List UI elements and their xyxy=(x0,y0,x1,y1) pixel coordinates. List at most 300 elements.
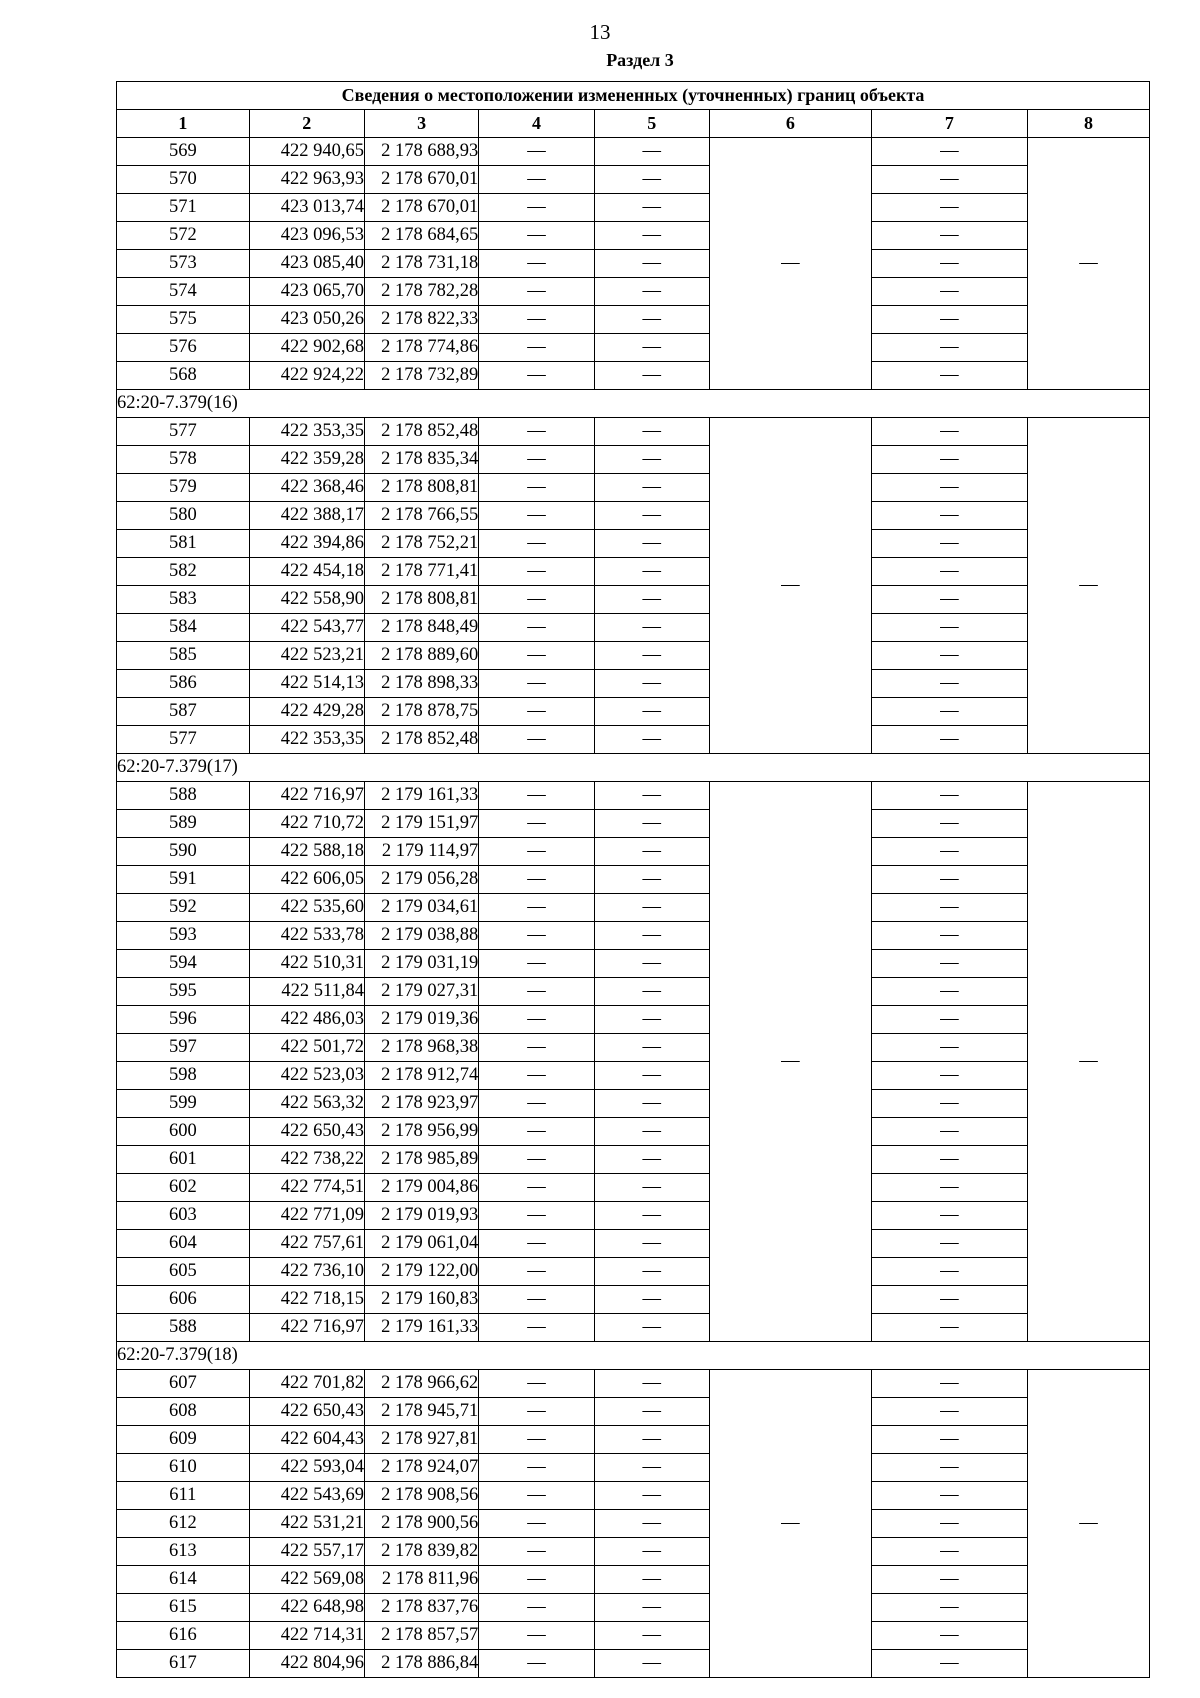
coordinate-x: 422 511,84 xyxy=(249,978,364,1006)
col4-dash: — xyxy=(479,306,594,334)
table-row xyxy=(117,166,1150,194)
point-number: 607 xyxy=(117,1370,250,1398)
coordinate-y: 2 179 004,86 xyxy=(364,1174,478,1202)
coordinate-x: 422 650,43 xyxy=(249,1118,364,1146)
group-label: 62:20-7.379(18) xyxy=(117,1342,1150,1370)
col7-dash: — xyxy=(871,278,1027,306)
col5-dash: — xyxy=(594,474,709,502)
point-number: 576 xyxy=(117,334,250,362)
table-row xyxy=(117,670,1150,698)
table-row xyxy=(117,306,1150,334)
coordinate-y: 2 178 898,33 xyxy=(364,670,478,698)
group-label-row xyxy=(117,754,1150,782)
point-number: 609 xyxy=(117,1426,250,1454)
column-number: 4 xyxy=(479,110,594,138)
table-row xyxy=(117,1286,1150,1314)
col5-dash: — xyxy=(594,866,709,894)
coordinate-x: 422 557,17 xyxy=(249,1538,364,1566)
table-row xyxy=(117,222,1150,250)
table-row xyxy=(117,838,1150,866)
col4-dash: — xyxy=(479,698,594,726)
point-number: 577 xyxy=(117,726,250,754)
coordinate-y: 2 178 923,97 xyxy=(364,1090,478,1118)
point-number: 592 xyxy=(117,894,250,922)
col4-dash: — xyxy=(479,978,594,1006)
col7-dash: — xyxy=(871,922,1027,950)
point-number: 587 xyxy=(117,698,250,726)
coordinate-x: 423 085,40 xyxy=(249,250,364,278)
col4-dash: — xyxy=(479,950,594,978)
coordinate-x: 422 368,46 xyxy=(249,474,364,502)
coordinate-y: 2 179 031,19 xyxy=(364,950,478,978)
table-row xyxy=(117,698,1150,726)
col7-dash: — xyxy=(871,1006,1027,1034)
table-row xyxy=(117,362,1150,390)
col4-dash: — xyxy=(479,418,594,446)
group-label-row xyxy=(117,1342,1150,1370)
col5-dash: — xyxy=(594,418,709,446)
point-number: 602 xyxy=(117,1174,250,1202)
col5-dash: — xyxy=(594,1398,709,1426)
col5-dash: — xyxy=(594,1118,709,1146)
col5-dash: — xyxy=(594,250,709,278)
col5-dash: — xyxy=(594,1286,709,1314)
group-label: 62:20-7.379(16) xyxy=(117,390,1150,418)
col7-dash: — xyxy=(871,782,1027,810)
coordinate-y: 2 178 771,41 xyxy=(364,558,478,586)
point-number: 568 xyxy=(117,362,250,390)
col7-dash: — xyxy=(871,614,1027,642)
col4-dash: — xyxy=(479,1230,594,1258)
coordinate-y: 2 178 886,84 xyxy=(364,1650,478,1678)
point-number: 594 xyxy=(117,950,250,978)
col4-dash: — xyxy=(479,334,594,362)
coordinate-y: 2 178 808,81 xyxy=(364,586,478,614)
point-number: 600 xyxy=(117,1118,250,1146)
coordinate-y: 2 178 889,60 xyxy=(364,642,478,670)
col4-dash: — xyxy=(479,614,594,642)
coordinate-y: 2 178 731,18 xyxy=(364,250,478,278)
col7-dash: — xyxy=(871,166,1027,194)
col7-dash: — xyxy=(871,810,1027,838)
coordinate-y: 2 179 114,97 xyxy=(364,838,478,866)
coordinate-y: 2 178 908,56 xyxy=(364,1482,478,1510)
coordinate-x: 422 963,93 xyxy=(249,166,364,194)
coordinate-x: 422 771,09 xyxy=(249,1202,364,1230)
coordinate-x: 422 388,17 xyxy=(249,502,364,530)
table-row xyxy=(117,1650,1150,1678)
coordinate-x: 423 013,74 xyxy=(249,194,364,222)
table-row xyxy=(117,502,1150,530)
table-row xyxy=(117,810,1150,838)
coordinate-x: 422 714,31 xyxy=(249,1622,364,1650)
col7-dash: — xyxy=(871,1230,1027,1258)
table-row xyxy=(117,418,1150,446)
coordinate-y: 2 179 034,61 xyxy=(364,894,478,922)
table-row xyxy=(117,1202,1150,1230)
coordinate-x: 422 533,78 xyxy=(249,922,364,950)
table-row xyxy=(117,950,1150,978)
table-row xyxy=(117,1090,1150,1118)
coordinate-y: 2 178 956,99 xyxy=(364,1118,478,1146)
table-row xyxy=(117,474,1150,502)
coordinate-y: 2 178 670,01 xyxy=(364,166,478,194)
col7-dash: — xyxy=(871,698,1027,726)
col5-dash: — xyxy=(594,698,709,726)
point-number: 611 xyxy=(117,1482,250,1510)
col7-dash: — xyxy=(871,1398,1027,1426)
coordinate-x: 423 065,70 xyxy=(249,278,364,306)
col4-dash: — xyxy=(479,1398,594,1426)
point-number: 598 xyxy=(117,1062,250,1090)
col8-dash: — xyxy=(1028,1370,1150,1678)
coordinate-x: 422 394,86 xyxy=(249,530,364,558)
coordinate-y: 2 178 782,28 xyxy=(364,278,478,306)
col5-dash: — xyxy=(594,1258,709,1286)
table-row xyxy=(117,1482,1150,1510)
col8-dash: — xyxy=(1028,138,1150,390)
page-number: 13 xyxy=(589,20,611,44)
col7-dash: — xyxy=(871,418,1027,446)
col5-dash: — xyxy=(594,1146,709,1174)
point-number: 575 xyxy=(117,306,250,334)
col7-dash: — xyxy=(871,838,1027,866)
coordinate-y: 2 178 684,65 xyxy=(364,222,478,250)
col7-dash: — xyxy=(871,1650,1027,1678)
table-row xyxy=(117,530,1150,558)
col4-dash: — xyxy=(479,474,594,502)
coordinate-x: 422 543,77 xyxy=(249,614,364,642)
col5-dash: — xyxy=(594,530,709,558)
col5-dash: — xyxy=(594,1006,709,1034)
point-number: 573 xyxy=(117,250,250,278)
coordinate-x: 422 738,22 xyxy=(249,1146,364,1174)
group-label: 62:20-7.379(17) xyxy=(117,754,1150,782)
point-number: 601 xyxy=(117,1146,250,1174)
col5-dash: — xyxy=(594,1650,709,1678)
point-number: 610 xyxy=(117,1454,250,1482)
point-number: 585 xyxy=(117,642,250,670)
col4-dash: — xyxy=(479,642,594,670)
coordinate-y: 2 178 808,81 xyxy=(364,474,478,502)
coordinate-y: 2 179 019,93 xyxy=(364,1202,478,1230)
col5-dash: — xyxy=(594,362,709,390)
col5-dash: — xyxy=(594,1622,709,1650)
col4-dash: — xyxy=(479,1370,594,1398)
col4-dash: — xyxy=(479,1258,594,1286)
coordinate-y: 2 178 852,48 xyxy=(364,726,478,754)
col7-dash: — xyxy=(871,1370,1027,1398)
col8-dash: — xyxy=(1028,418,1150,754)
col5-dash: — xyxy=(594,894,709,922)
col5-dash: — xyxy=(594,1314,709,1342)
col7-dash: — xyxy=(871,642,1027,670)
coordinate-y: 2 179 019,36 xyxy=(364,1006,478,1034)
table-row xyxy=(117,894,1150,922)
col5-dash: — xyxy=(594,194,709,222)
coordinate-y: 2 178 688,93 xyxy=(364,138,478,166)
col5-dash: — xyxy=(594,222,709,250)
col5-dash: — xyxy=(594,1230,709,1258)
col7-dash: — xyxy=(871,362,1027,390)
table-row xyxy=(117,1062,1150,1090)
column-number: 6 xyxy=(709,110,871,138)
table-row xyxy=(117,1454,1150,1482)
coordinate-x: 422 804,96 xyxy=(249,1650,364,1678)
coordinate-x: 422 563,32 xyxy=(249,1090,364,1118)
col7-dash: — xyxy=(871,530,1027,558)
point-number: 612 xyxy=(117,1510,250,1538)
col4-dash: — xyxy=(479,866,594,894)
coordinate-x: 422 543,69 xyxy=(249,1482,364,1510)
coordinate-y: 2 179 160,83 xyxy=(364,1286,478,1314)
col7-dash: — xyxy=(871,1482,1027,1510)
col5-dash: — xyxy=(594,1454,709,1482)
col7-dash: — xyxy=(871,1622,1027,1650)
coordinate-x: 422 588,18 xyxy=(249,838,364,866)
col4-dash: — xyxy=(479,894,594,922)
col4-dash: — xyxy=(479,222,594,250)
coordinate-y: 2 178 839,82 xyxy=(364,1538,478,1566)
col4-dash: — xyxy=(479,1314,594,1342)
col4-dash: — xyxy=(479,166,594,194)
col7-dash: — xyxy=(871,1538,1027,1566)
col7-dash: — xyxy=(871,1202,1027,1230)
col5-dash: — xyxy=(594,1034,709,1062)
column-number: 2 xyxy=(249,110,364,138)
section-title: Раздел 3 xyxy=(606,50,674,70)
col7-dash: — xyxy=(871,1566,1027,1594)
col4-dash: — xyxy=(479,558,594,586)
coordinate-y: 2 179 061,04 xyxy=(364,1230,478,1258)
coordinate-x: 423 096,53 xyxy=(249,222,364,250)
col4-dash: — xyxy=(479,1482,594,1510)
coordinate-y: 2 178 912,74 xyxy=(364,1062,478,1090)
col6-dash: — xyxy=(709,138,871,390)
point-number: 604 xyxy=(117,1230,250,1258)
point-number: 603 xyxy=(117,1202,250,1230)
col7-dash: — xyxy=(871,1034,1027,1062)
point-number: 572 xyxy=(117,222,250,250)
col4-dash: — xyxy=(479,1454,594,1482)
table-caption-row xyxy=(117,82,1150,110)
coordinate-x: 422 940,65 xyxy=(249,138,364,166)
col4-dash: — xyxy=(479,1510,594,1538)
column-number: 5 xyxy=(594,110,709,138)
column-number: 8 xyxy=(1028,110,1150,138)
coordinate-x: 422 535,60 xyxy=(249,894,364,922)
point-number: 596 xyxy=(117,1006,250,1034)
point-number: 590 xyxy=(117,838,250,866)
col5-dash: — xyxy=(594,1062,709,1090)
col7-dash: — xyxy=(871,502,1027,530)
col4-dash: — xyxy=(479,362,594,390)
col7-dash: — xyxy=(871,306,1027,334)
col5-dash: — xyxy=(594,278,709,306)
col6-dash: — xyxy=(709,1370,871,1678)
col4-dash: — xyxy=(479,1006,594,1034)
col4-dash: — xyxy=(479,194,594,222)
col4-dash: — xyxy=(479,1090,594,1118)
col7-dash: — xyxy=(871,670,1027,698)
column-number: 7 xyxy=(871,110,1027,138)
coordinate-x: 422 902,68 xyxy=(249,334,364,362)
coordinate-y: 2 179 027,31 xyxy=(364,978,478,1006)
coordinate-x: 422 558,90 xyxy=(249,586,364,614)
col7-dash: — xyxy=(871,474,1027,502)
point-number: 577 xyxy=(117,418,250,446)
col4-dash: — xyxy=(479,782,594,810)
col4-dash: — xyxy=(479,138,594,166)
table-row xyxy=(117,250,1150,278)
coordinate-x: 422 716,97 xyxy=(249,1314,364,1342)
col7-dash: — xyxy=(871,558,1027,586)
coordinate-y: 2 178 966,62 xyxy=(364,1370,478,1398)
col4-dash: — xyxy=(479,278,594,306)
column-number-row xyxy=(117,110,1150,138)
col4-dash: — xyxy=(479,1426,594,1454)
point-number: 593 xyxy=(117,922,250,950)
point-number: 589 xyxy=(117,810,250,838)
col4-dash: — xyxy=(479,1034,594,1062)
col4-dash: — xyxy=(479,530,594,558)
col7-dash: — xyxy=(871,194,1027,222)
point-number: 599 xyxy=(117,1090,250,1118)
col5-dash: — xyxy=(594,1482,709,1510)
table-row xyxy=(117,1370,1150,1398)
coordinate-y: 2 178 968,38 xyxy=(364,1034,478,1062)
coordinate-y: 2 178 878,75 xyxy=(364,698,478,726)
col5-dash: — xyxy=(594,1202,709,1230)
coordinate-y: 2 178 852,48 xyxy=(364,418,478,446)
coordinate-y: 2 179 161,33 xyxy=(364,782,478,810)
col7-dash: — xyxy=(871,1062,1027,1090)
col5-dash: — xyxy=(594,922,709,950)
table-row xyxy=(117,1118,1150,1146)
table-row xyxy=(117,1594,1150,1622)
point-number: 597 xyxy=(117,1034,250,1062)
coordinate-x: 422 353,35 xyxy=(249,726,364,754)
coordinate-x: 422 650,43 xyxy=(249,1398,364,1426)
coordinate-y: 2 178 822,33 xyxy=(364,306,478,334)
col4-dash: — xyxy=(479,1566,594,1594)
point-number: 579 xyxy=(117,474,250,502)
point-number: 588 xyxy=(117,782,250,810)
coordinate-x: 422 454,18 xyxy=(249,558,364,586)
coordinate-y: 2 178 835,34 xyxy=(364,446,478,474)
col4-dash: — xyxy=(479,670,594,698)
col5-dash: — xyxy=(594,1566,709,1594)
coordinate-y: 2 178 924,07 xyxy=(364,1454,478,1482)
coordinate-x: 422 736,10 xyxy=(249,1258,364,1286)
column-number: 1 xyxy=(117,110,250,138)
point-number: 615 xyxy=(117,1594,250,1622)
col5-dash: — xyxy=(594,502,709,530)
point-number: 578 xyxy=(117,446,250,474)
table-row xyxy=(117,1510,1150,1538)
table-row xyxy=(117,1538,1150,1566)
table-row xyxy=(117,1174,1150,1202)
col4-dash: — xyxy=(479,810,594,838)
table-row xyxy=(117,446,1150,474)
col5-dash: — xyxy=(594,810,709,838)
col5-dash: — xyxy=(594,838,709,866)
table-row xyxy=(117,782,1150,810)
col7-dash: — xyxy=(871,446,1027,474)
coordinate-y: 2 178 732,89 xyxy=(364,362,478,390)
coordinate-y: 2 178 848,49 xyxy=(364,614,478,642)
table-row xyxy=(117,138,1150,166)
col7-dash: — xyxy=(871,1090,1027,1118)
col5-dash: — xyxy=(594,614,709,642)
col7-dash: — xyxy=(871,1146,1027,1174)
col5-dash: — xyxy=(594,1538,709,1566)
col7-dash: — xyxy=(871,1426,1027,1454)
col5-dash: — xyxy=(594,1510,709,1538)
col7-dash: — xyxy=(871,334,1027,362)
table-row xyxy=(117,614,1150,642)
col7-dash: — xyxy=(871,726,1027,754)
col5-dash: — xyxy=(594,978,709,1006)
coordinate-x: 422 924,22 xyxy=(249,362,364,390)
table-row xyxy=(117,194,1150,222)
coordinate-x: 422 569,08 xyxy=(249,1566,364,1594)
coordinate-y: 2 178 927,81 xyxy=(364,1426,478,1454)
table-row xyxy=(117,1146,1150,1174)
col5-dash: — xyxy=(594,642,709,670)
table-row xyxy=(117,558,1150,586)
column-number: 3 xyxy=(364,110,478,138)
coordinates-table xyxy=(116,81,1150,1678)
coordinate-x: 422 429,28 xyxy=(249,698,364,726)
coordinate-y: 2 178 900,56 xyxy=(364,1510,478,1538)
coordinate-x: 422 531,21 xyxy=(249,1510,364,1538)
coordinate-x: 422 718,15 xyxy=(249,1286,364,1314)
col4-dash: — xyxy=(479,922,594,950)
table-row xyxy=(117,922,1150,950)
table-row xyxy=(117,1230,1150,1258)
coordinate-x: 422 604,43 xyxy=(249,1426,364,1454)
point-number: 580 xyxy=(117,502,250,530)
coordinate-y: 2 179 151,97 xyxy=(364,810,478,838)
coordinate-y: 2 179 056,28 xyxy=(364,866,478,894)
table-row xyxy=(117,1566,1150,1594)
coordinate-y: 2 179 122,00 xyxy=(364,1258,478,1286)
coordinate-x: 422 523,03 xyxy=(249,1062,364,1090)
coordinate-x: 422 648,98 xyxy=(249,1594,364,1622)
coordinate-y: 2 178 985,89 xyxy=(364,1146,478,1174)
col7-dash: — xyxy=(871,1454,1027,1482)
col5-dash: — xyxy=(594,670,709,698)
table-caption: Сведения о местоположении измененных (уточненных) границ объекта xyxy=(117,82,1150,110)
col4-dash: — xyxy=(479,1286,594,1314)
col4-dash: — xyxy=(479,838,594,866)
coordinate-x: 422 486,03 xyxy=(249,1006,364,1034)
col4-dash: — xyxy=(479,726,594,754)
col5-dash: — xyxy=(594,1594,709,1622)
coordinate-x: 422 774,51 xyxy=(249,1174,364,1202)
table-row xyxy=(117,726,1150,754)
table-row xyxy=(117,1006,1150,1034)
table-body xyxy=(117,138,1150,1678)
col5-dash: — xyxy=(594,1090,709,1118)
point-number: 617 xyxy=(117,1650,250,1678)
coordinate-x: 422 523,21 xyxy=(249,642,364,670)
col8-dash: — xyxy=(1028,782,1150,1342)
col7-dash: — xyxy=(871,1174,1027,1202)
col4-dash: — xyxy=(479,1622,594,1650)
table-row xyxy=(117,866,1150,894)
